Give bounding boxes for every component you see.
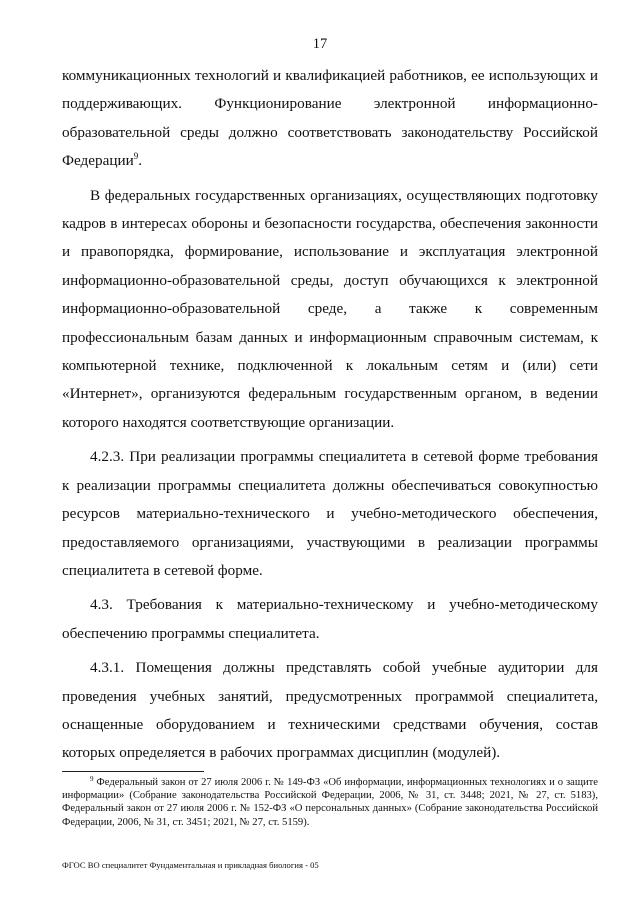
document-body (62, 62, 598, 768)
paragraph-1 (62, 62, 598, 176)
page-footer: ФГОС ВО специалитет Фундаментальная и прикладная биология - 05 (62, 860, 319, 870)
page-number: 17 (312, 36, 328, 52)
paragraph-3: 4.2.3. При реализации программы специалитета в сетевой форме требования к реализации программы специалитета должны обеспечиваться совокупностью ресурсов материально-технического и учебно-методического обеспечения, предоставляемого организациями, участвующими в реализации программы специалитета в сетевой форме. (62, 448, 598, 579)
footnote (62, 776, 598, 829)
paragraph-2: В федеральных государственных организациях, осуществляющих подготовку кадров в интересах обороны и безопасности государства, обеспечения законности и правопорядка, формирование, использование и эксплуатация электронной информационно-образовательной среды, доступ обучающихся к электронной информационно-образовательной среде, а также к современным профессиональным базам данных и информационным справочным системам, к компьютерной технике, подключенной к локальным сетям и (или) сети «Интернет», организуются федеральным государственным органом, в ведении которого находятся соответствующие организации. (62, 186, 598, 431)
paragraph-5: 4.3.1. Помещения должны представлять собой учебные аудитории для проведения учебных занятий, предусмотренных программой специалитета, оснащенные оборудованием и техническими средствами обучения, состав которых определяется в рабочих программах дисциплин (модулей). (62, 659, 598, 762)
paragraph-4: 4.3. Требования к материально-техническому и учебно-методическому обеспечению программы специалитета. (62, 596, 598, 642)
paragraph-1-text: коммуникационных технологий и квалификацией работников, ее использующих и поддерживающих. Функционирование электронной информационно-образовательной среды должно соответствовать законодательству Российской Федерации (62, 67, 598, 170)
footnote-text: Федеральный закон от 27 июля 2006 г. № 149-ФЗ «Об информации, информационных технологиях и о защите информации» (Собрание законодательства Российской Федерации, 2006, № 31, ст. 3448; 2021, № 27, ст. 5183), Федеральный закон от 27 июля 2006 г. № 152-ФЗ «О персональных данных» (Собрание законодательства Российской Федерации, 2006, № 31, ст. 3451; 2021, № 27, ст. 5159). (62, 777, 598, 828)
footnote-marker: 9 (90, 775, 94, 783)
footnote-separator (62, 771, 204, 772)
paragraph-1-end: . (138, 152, 143, 170)
footnote-reference: 9 (133, 151, 139, 162)
